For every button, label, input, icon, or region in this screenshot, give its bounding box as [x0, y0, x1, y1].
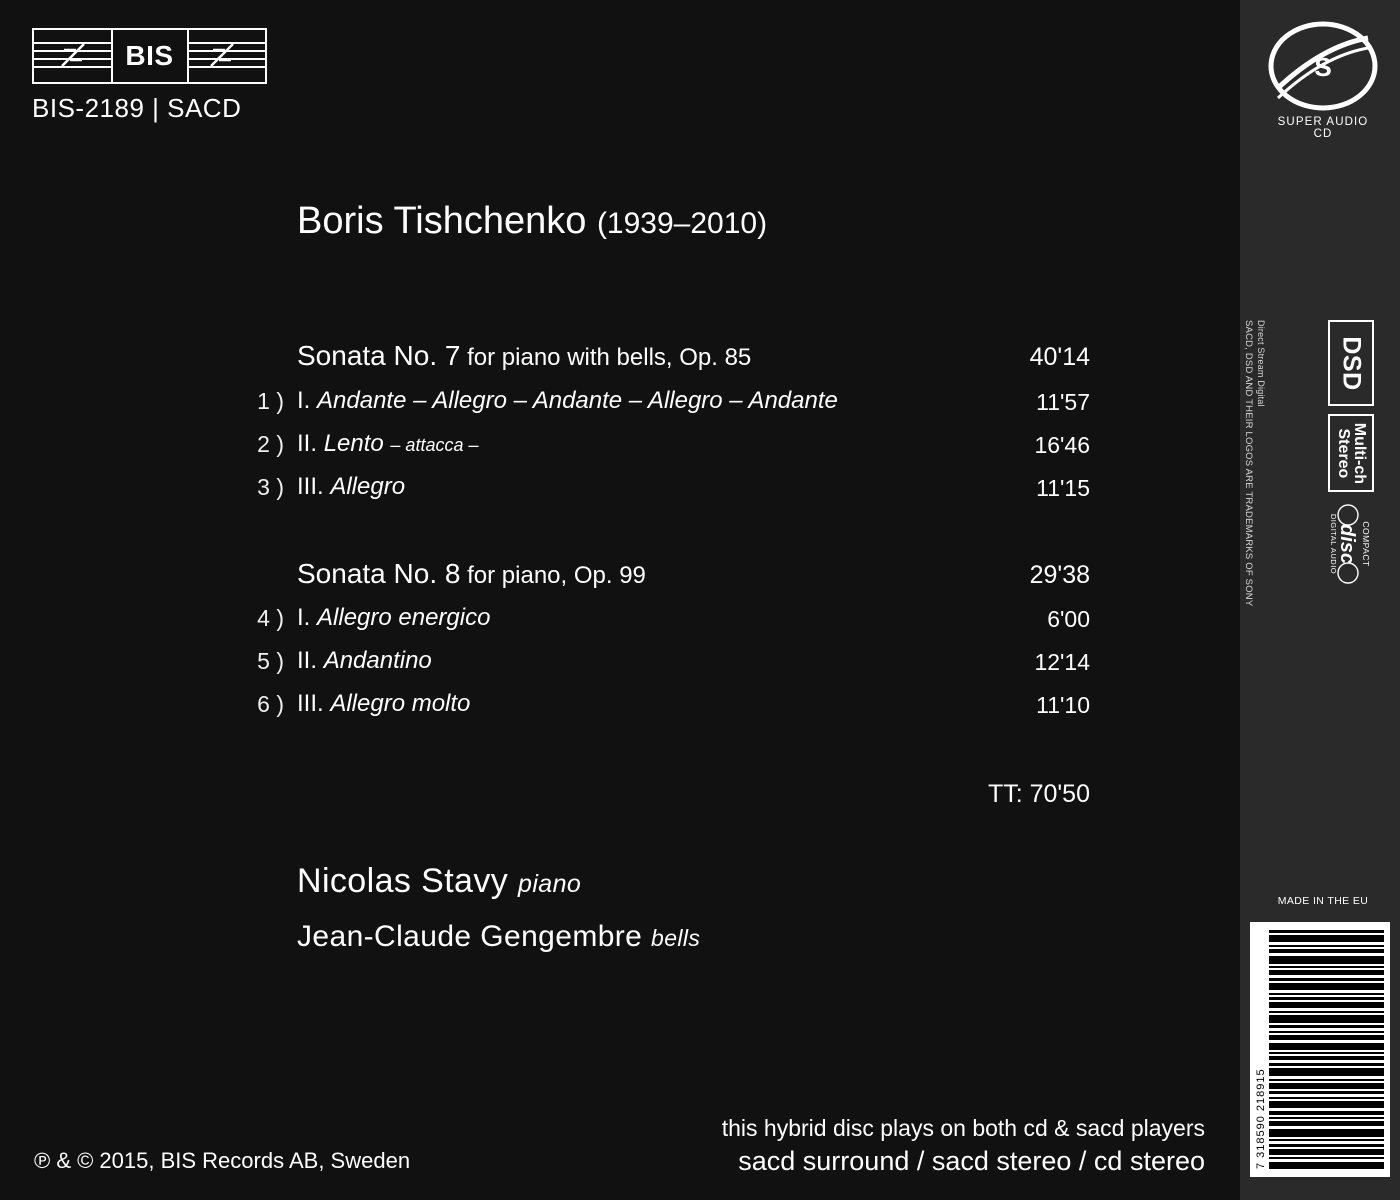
copyright-line: ℗ & © 2015, BIS Records AB, Sweden [34, 1148, 411, 1173]
work-1-subtitle: for piano with bells, Op. 85 [460, 344, 752, 371]
multich-line1: Multi-ch [1351, 422, 1369, 484]
made-in-eu-text: MADE IN THE EU [1277, 895, 1369, 907]
direct-stream-digital-text: Direct Stream Digital [1256, 320, 1266, 407]
track-number: 1 ) [257, 388, 284, 414]
compact-disc-icon [1328, 502, 1374, 586]
performer-1-role: piano [518, 870, 582, 898]
track-number: 2 ) [257, 431, 284, 457]
track-duration: 16'46 [1034, 432, 1090, 458]
svg-text:COMPACT: COMPACT [1361, 521, 1371, 567]
track-movement: Allegro [330, 473, 406, 500]
multichannel-stereo-logo [1328, 414, 1374, 492]
track-duration: 11'15 [1036, 475, 1090, 501]
sacd-ring-icon [1268, 20, 1378, 112]
work-1-duration: 40'14 [1029, 343, 1090, 371]
track-roman: I. [297, 604, 311, 631]
svg-text:disc: disc [1336, 523, 1358, 565]
hybrid-disc-note-line1: this hybrid disc plays on both cd & sacd players [721, 1115, 1205, 1141]
multich-line2: Stereo [1335, 428, 1353, 478]
catalogue-number: BIS-2189 | SACD [32, 93, 242, 123]
svg-text:S: S [1314, 52, 1332, 82]
track-duration: 11'57 [1036, 389, 1090, 415]
track-duration: 12'14 [1034, 649, 1090, 675]
super-audio-cd-logo [1268, 20, 1378, 150]
work-2-subtitle: for piano, Op. 99 [460, 562, 646, 589]
performer-1-name: Nicolas Stavy [297, 862, 509, 900]
track-title [297, 647, 432, 675]
track-roman: III. [297, 473, 324, 500]
performer-2-role: bells [651, 925, 701, 951]
track-roman: I. [297, 387, 311, 414]
track-number: 3 ) [257, 474, 284, 500]
track-roman: II. [297, 430, 318, 457]
sacd-mark-icon [1268, 20, 1378, 112]
track-movement: Andante – Allegro – Andante – Allegro – Andante [317, 387, 838, 414]
work-1-name: Sonata No. 7 [297, 340, 461, 371]
track-movement: Andantino [323, 647, 432, 674]
track-title [297, 473, 405, 501]
total-time: TT: 70'50 [987, 780, 1090, 808]
composer-line [297, 200, 767, 243]
track-number: 4 ) [257, 605, 284, 631]
trademark-text: SACD, DSD AND THEIR LOGOS ARE TRADEMARKS OF SONY [1243, 320, 1254, 607]
track-movement: Allegro energico [317, 604, 491, 631]
bis-label-logo [32, 28, 267, 124]
track-title [297, 604, 490, 632]
track-number: 6 ) [257, 691, 284, 717]
performer-1 [297, 862, 581, 901]
track-title [297, 387, 838, 415]
track-note: – attacca – [390, 435, 479, 455]
performer-2-name: Jean-Claude Gengembre [297, 920, 643, 953]
track-movement: Lento [323, 430, 384, 457]
right-info-strip [1240, 0, 1400, 1200]
track-number: 5 ) [257, 648, 284, 674]
composer-name: Boris Tishchenko [297, 200, 587, 242]
track-title [297, 430, 478, 458]
barcode [1250, 922, 1390, 1177]
dsd-label: DSD [1337, 335, 1366, 391]
work-2-duration: 29'38 [1029, 561, 1090, 589]
dsd-logo [1328, 320, 1374, 406]
stave-left-icon [34, 30, 111, 82]
barcode-bars [1269, 930, 1384, 1169]
track-roman: II. [297, 647, 318, 674]
barcode-digits: 7 318590 218915 [1255, 1068, 1267, 1169]
work-2-name: Sonata No. 8 [297, 558, 461, 589]
stave-right-icon [189, 30, 266, 82]
bis-logo-box [32, 28, 267, 84]
hybrid-disc-note-line2: sacd surround / sacd stereo / cd stereo [738, 1146, 1205, 1176]
svg-text:DIGITAL AUDIO: DIGITAL AUDIO [1329, 513, 1338, 575]
track-title [297, 690, 470, 718]
track-movement: Allegro molto [330, 690, 471, 717]
composer-dates: (1939–2010) [596, 207, 768, 240]
track-duration: 6'00 [1047, 606, 1090, 632]
track-duration: 11'10 [1036, 692, 1090, 718]
performer-2 [297, 920, 700, 954]
format-logo-group [1328, 320, 1374, 586]
sacd-caption: SUPER AUDIO CD [1277, 116, 1369, 140]
compact-disc-logo [1328, 502, 1374, 586]
bis-wordmark: BIS [111, 30, 189, 82]
track-roman: III. [297, 690, 324, 717]
